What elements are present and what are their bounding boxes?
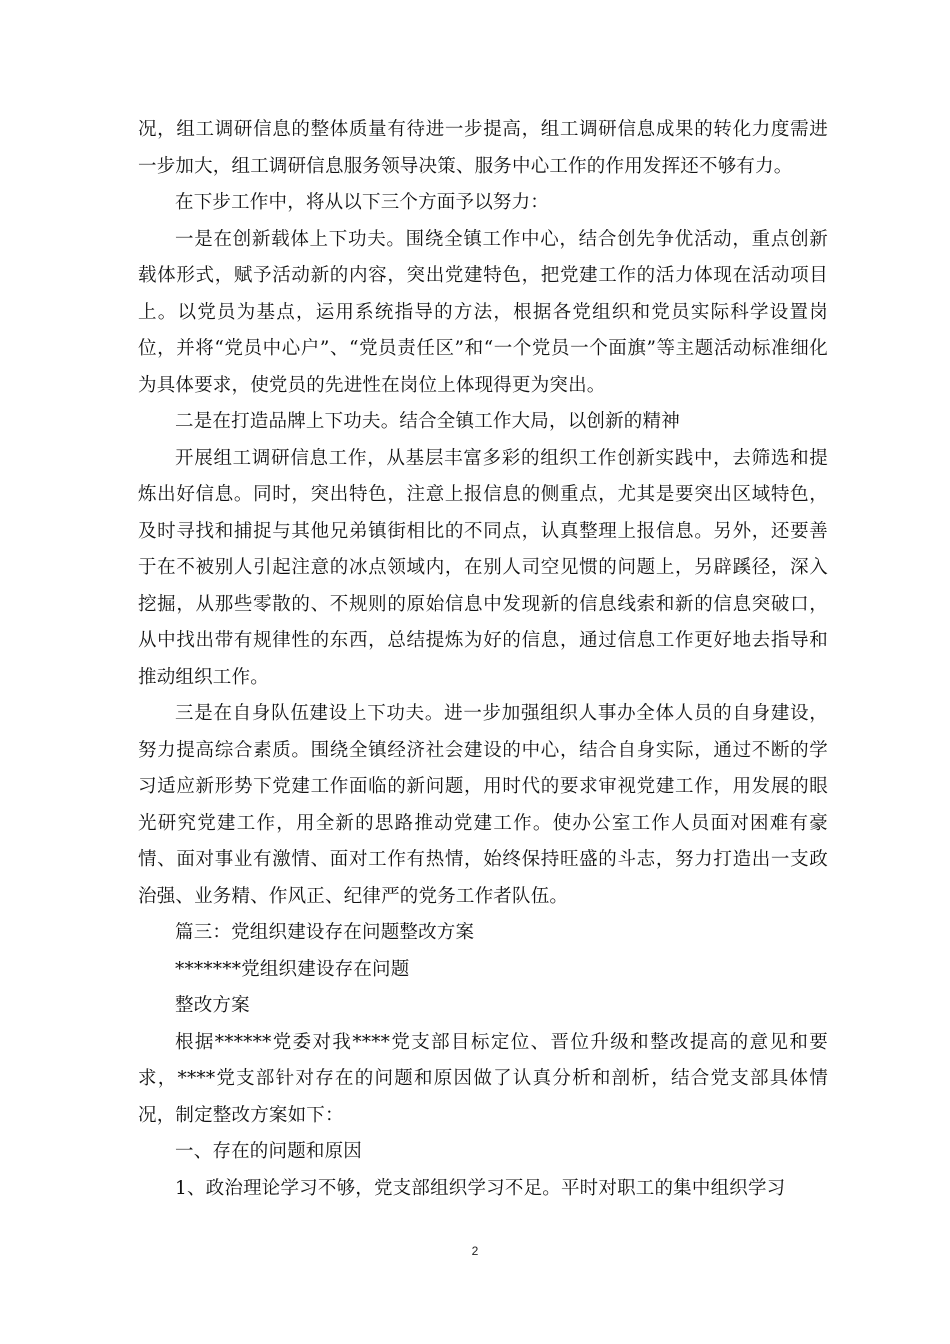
section-subtitle-2: 整改方案 — [175, 995, 250, 1016]
body-text — [138, 112, 828, 1207]
paragraph-point-one: 一是在创新载体上下功夫。围绕全镇工作中心，结合创先争优活动，重点创新载体形式，赋予活动新的内容，突出党建特色，把党建工作的活力体现在活动项目上。以党员为基点，运用系统指导的方法，根据各党组织和党员实际科学设置岗位，并将“党员中心户”、“党员责任区”和“一个党员一个面旗”等主题活动标准细化为具体要求，使党员的先进性在岗位上体现得更为突出。 — [138, 228, 828, 396]
paragraph-intro: 在下步工作中，将从以下三个方面予以努力： — [175, 192, 550, 213]
page-number: 2 — [471, 1244, 479, 1258]
paragraph-item-one: 1、政治理论学习不够，党支部组织学习不足。平时对职工的集中组织学习 — [175, 1177, 786, 1199]
section-subtitle: *******党组织建设存在问题 — [175, 958, 410, 980]
paragraph-continuation: 况，组工调研信息的整体质量有待进一步提高，组工调研信息成果的转化力度需进一步加大，组工调研信息服务领导决策、服务中心工作的作用发挥还不够有力。 — [138, 119, 828, 177]
subheading-problems: 一、存在的问题和原因 — [175, 1141, 363, 1162]
section-heading: 篇三：党组织建设存在问题整改方案 — [175, 922, 475, 943]
paragraph-point-two-body: 开展组工调研信息工作，从基层丰富多彩的组织工作创新实践中，去筛选和提炼出好信息。同时，突出特色，注意上报信息的侧重点，尤其是要突出区域特色，及时寻找和捕捉与其他兄弟镇街相比的不同点，认真整理上报信息。另外，还要善于在不被别人引起注意的冰点领域内，在别人司空见惯的问题上，另辟蹊径，深入挖掘，从那些零散的、不规则的原始信息中发现新的信息线索和新的信息突破口，从中找出带有规律性的东西，总结提炼为好的信息，通过信息工作更好地去指导和推动组织工作。 — [138, 447, 828, 688]
paragraph-point-three: 三是在自身队伍建设上下功夫。进一步加强组织人事办全体人员的自身建设，努力提高综合素质。围绕全镇经济社会建设的中心，结合自身实际，通过不断的学习适应新形势下党建工作面临的新问题，用时代的要求审视党建工作，用发展的眼光研究党建工作，用全新的思路推动党建工作。使办公室工作人员面对困难有豪情、面对事业有激情、面对工作有热情，始终保持旺盛的斗志，努力打造出一支政治强、业务精、作风正、纪律严的党务工作者队伍。 — [138, 703, 828, 907]
paragraph-basis: 根据******党委对我****党支部目标定位、晋位升级和整改提高的意见和要求，****党支部针对存在的问题和原因做了认真分析和剖析，结合党支部具体情况，制定整改方案如下： — [138, 1031, 828, 1126]
paragraph-point-two: 二是在打造品牌上下功夫。结合全镇工作大局，以创新的精神 — [175, 411, 680, 432]
